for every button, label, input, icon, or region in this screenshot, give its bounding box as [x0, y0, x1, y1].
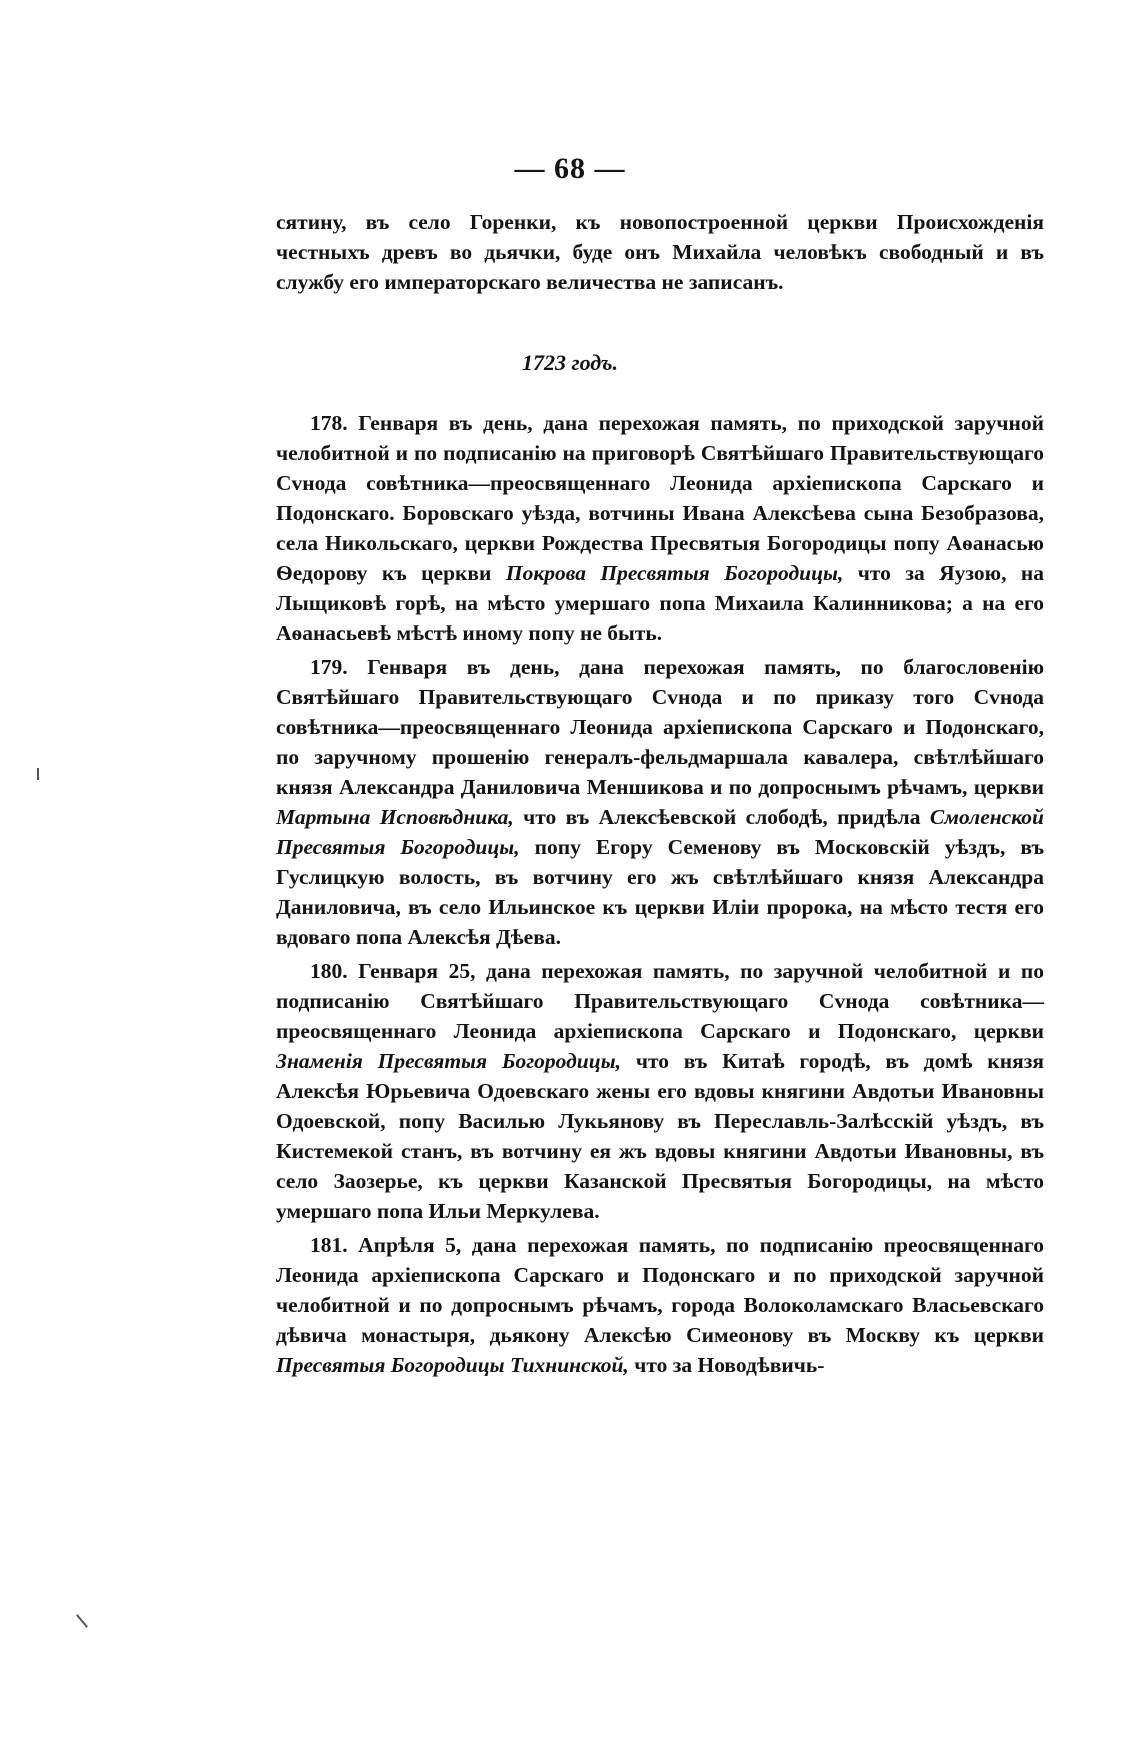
year-heading: 1723 годъ. [521, 350, 619, 375]
entry-180 [276, 956, 1044, 1226]
church-name: Знаменія Пресвятыя Богородицы, [276, 1049, 622, 1073]
entry-text: что въ Китаѣ городѣ, въ домѣ князя Алексѣя Юрьевича Одоевскаго жены его вдовы княгини Авдотьи Ивановны Одоевской, попу Василью Лукьянову въ Переславль-Залѣсскій уѣздъ, въ Кистемекой станъ, въ вотчину ея жъ вдовы княгини Авдотьи Ивановны, въ село Заозерье, къ церкви Казанской Пресвятыя Богородицы, на мѣсто умершаго попа Ильи Меркулева. [276, 1049, 1044, 1223]
stray-scan-mark [76, 1614, 88, 1628]
entry-number: 180. [310, 959, 348, 983]
entry-text: Генваря 25, дана перехожая память, по заручной челобитной и по подписанію Святѣйшаго Правительствующаго Сvнода совѣтника—преосвященнаго Леонида архіепископа Сарскаго и Подонскаго, церкви [276, 959, 1044, 1043]
entry-178 [276, 408, 1044, 648]
stray-scan-mark [37, 768, 39, 780]
lead-text: сятину, въ село Горенки, къ новопостроенной церкви Происхожденія честныхъ древъ во дьячки, буде онъ Михайла человѣкъ свободный и въ службу его императорскаго величества не записанъ. [276, 210, 1044, 294]
entry-text: что въ Алексѣевской слободѣ, придѣла [523, 805, 921, 829]
entry-text: Генваря въ день, дана перехожая память, по приходской заручной челобитной и по подписанію на приговорѣ Святѣйшаго Правительствующаго Сvнода совѣтника—преосвященнаго Леонида архіепископа Сарскаго и Подонскаго. Боровскаго уѣзда, вотчины Ивана Алексѣева сына Безобразова, села Никольскаго, церкви Рождества Пресвятыя Богородицы попу Аѳанасью Ѳедорову къ церкви [276, 411, 1044, 585]
entry-number: 178. [310, 411, 348, 435]
entries [276, 408, 1044, 1380]
entry-181 [276, 1230, 1044, 1380]
page-number: — 68 — [514, 152, 626, 185]
entry-text: Генваря въ день, дана перехожая память, по благословенію Святѣйшаго Правительствующаго Сvнода и по приказу того Сvнода совѣтника—преосвященнаго Леонида архіепископа Сарскаго и Подонскаго, по заручному прошенію генералъ-фельдмаршала кавалера, свѣтлѣйшаго князя Александра Даниловича Меншикова и по допроснымъ рѣчамъ, церкви [276, 655, 1045, 799]
entry-179 [276, 652, 1044, 952]
church-name: Пресвятыя Богородицы Тихнинской, [276, 1353, 629, 1377]
chapel-name: Смоленской Пресвятыя Богородицы, [276, 805, 1044, 859]
church-name: Покрова Пресвятыя Богородицы, [505, 561, 844, 585]
entry-text: попу Егору Семенову въ Московскій уѣздъ, въ Гуслицкую волость, въ вотчину его жъ свѣтлѣйшаго князя Александра Даниловича, въ село Ильинское къ церкви Иліи пророка, на мѣсто тестя его вдоваго попа Алексѣя Дѣева. [276, 835, 1045, 949]
lead-paragraph [276, 207, 1044, 297]
entry-text: что за Яузою, на Лыщиковѣ горѣ, на мѣсто умершаго попа Михаила Калинникова; а на его Аѳанасьевѣ мѣстѣ иному попу не быть. [276, 561, 1045, 645]
entry-number: 179. [310, 655, 348, 679]
entry-text: что за Новодѣвичь- [634, 1353, 825, 1377]
entry-text: Апрѣля 5, дана перехожая память, по подписанію преосвященнаго Леонида архіепископа Сарскаго и Подонскаго и по приходской заручной челобитной и по допроснымъ рѣчамъ, города Волоколамскаго Власьевскаго дѣвича монастыря, дьякону Алексѣю Симеонову въ Москву къ церкви [276, 1233, 1045, 1347]
entry-number: 181. [310, 1233, 348, 1257]
church-name: Мартына Исповѣдника, [276, 805, 514, 829]
